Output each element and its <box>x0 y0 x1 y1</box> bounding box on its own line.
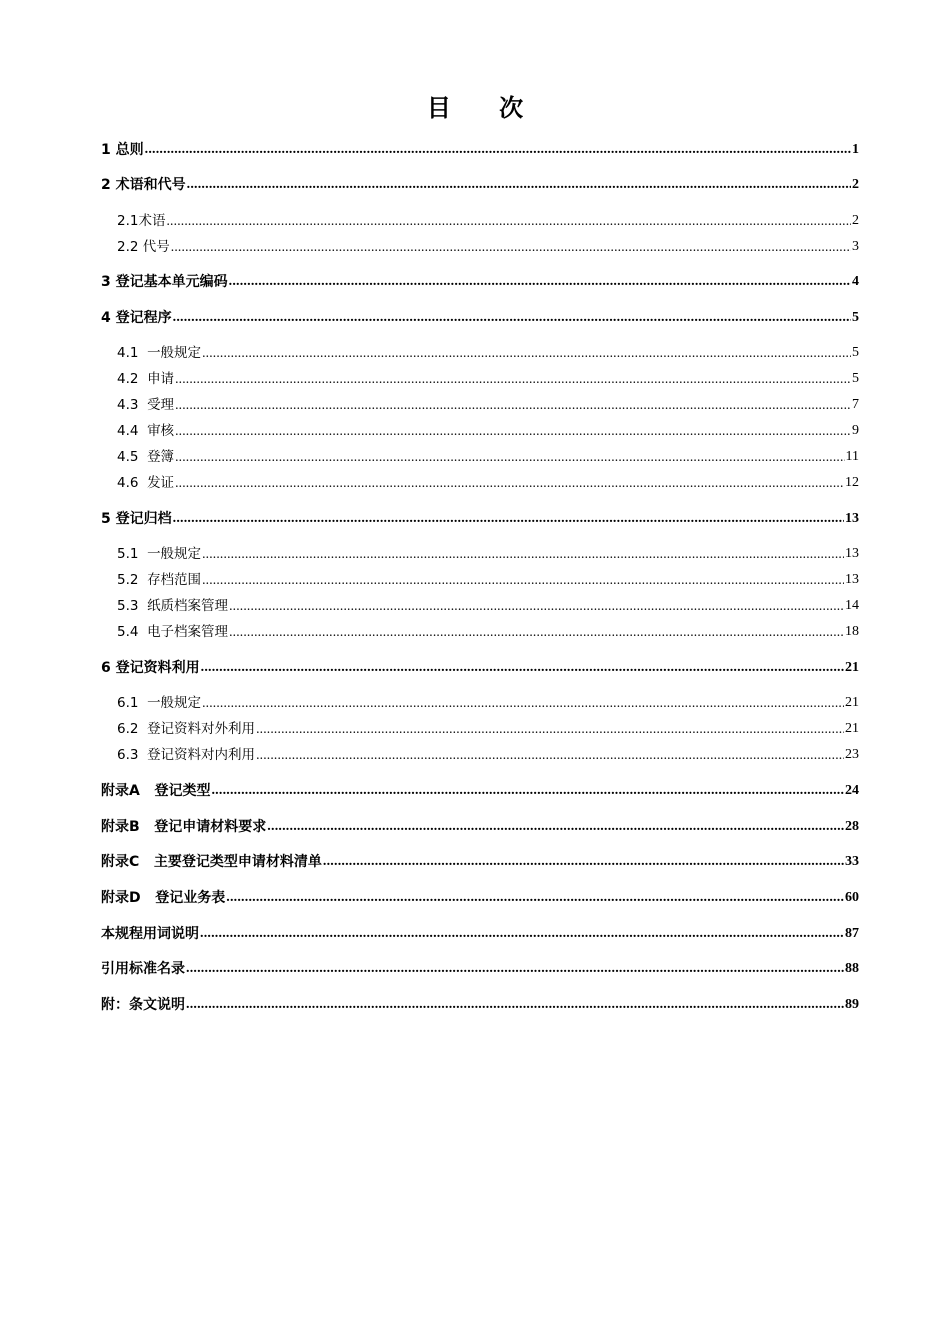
toc-leader-dots <box>202 544 844 564</box>
toc-entry-page-number: 21 <box>845 695 859 710</box>
toc-entry[interactable] <box>117 211 859 231</box>
toc-leader-dots <box>256 719 844 739</box>
toc-entry[interactable] <box>117 570 859 590</box>
toc-leader-dots <box>175 473 844 493</box>
toc-entry-title: 登记资料对外利用 <box>147 721 256 737</box>
toc-entry-number: 6.3 <box>117 747 148 763</box>
toc-leader-dots <box>226 888 844 908</box>
toc-entry-page-number: 87 <box>845 926 859 941</box>
toc-leader-dots <box>187 175 851 195</box>
toc-entry-number: 4.2 <box>117 371 148 387</box>
toc-entry-number: 4.4 <box>117 423 148 439</box>
toc-entry-page-number: 88 <box>845 961 859 976</box>
toc-leader-dots <box>229 596 844 616</box>
toc-entry-number: 1 <box>101 142 116 158</box>
toc-entry-title: 附：条文说明 <box>101 997 185 1013</box>
toc-leader-dots <box>186 995 844 1015</box>
toc-entry-number: 5.3 <box>117 598 148 614</box>
toc-entry-number: 附录C <box>101 854 154 870</box>
toc-entry-title: 受理 <box>147 397 175 413</box>
toc-leader-dots <box>166 211 851 231</box>
toc-leader-dots <box>173 509 844 529</box>
toc-entry-page-number: 4 <box>852 274 859 289</box>
toc-entry[interactable] <box>101 817 859 837</box>
toc-entry-title: 代号 <box>142 239 170 255</box>
toc-entry-page-number: 13 <box>845 511 859 526</box>
toc-entry[interactable] <box>117 473 859 493</box>
toc-entry-page-number: 13 <box>845 546 859 561</box>
toc-entry[interactable] <box>117 544 859 564</box>
page-title: 目 次 <box>426 94 544 122</box>
toc-leader-dots <box>175 421 851 441</box>
toc-entry-number: 4.1 <box>117 345 148 361</box>
toc-entry-title: 本规程用词说明 <box>101 926 199 942</box>
toc-entry-title: 主要登记类型申请材料清单 <box>153 854 322 870</box>
toc-entry[interactable] <box>101 959 859 979</box>
toc-entry-page-number: 33 <box>845 854 859 869</box>
toc-entry-number: 6 <box>101 660 116 676</box>
toc-entry[interactable] <box>101 175 859 195</box>
toc-entry[interactable] <box>117 237 859 257</box>
toc-entry-number: 6.1 <box>117 695 148 711</box>
toc-leader-dots <box>200 924 844 944</box>
toc-entry-page-number: 23 <box>845 747 859 762</box>
toc-entry-page-number: 24 <box>845 783 859 798</box>
toc-entry-page-number: 21 <box>845 660 859 675</box>
toc-entry-page-number: 5 <box>852 345 859 360</box>
toc-entry[interactable] <box>117 343 859 363</box>
toc-leader-dots <box>256 745 844 765</box>
toc-entry-page-number: 5 <box>852 371 859 386</box>
toc-entry-page-number: 3 <box>852 239 859 254</box>
toc-entry-number: 4.3 <box>117 397 148 413</box>
toc-entry[interactable] <box>101 308 859 328</box>
toc-entry-number: 4.5 <box>117 449 148 465</box>
toc-entry-title: 发证 <box>147 475 175 491</box>
toc-leader-dots <box>186 959 844 979</box>
toc-entry-title: 登簿 <box>147 449 175 465</box>
toc-entry[interactable] <box>101 781 859 801</box>
toc-entry[interactable] <box>101 140 859 160</box>
toc-entry-number: 5 <box>101 511 116 527</box>
toc-leader-dots <box>202 570 844 590</box>
toc-entry-title: 登记资料利用 <box>115 660 200 676</box>
toc-entry-number: 4.6 <box>117 475 148 491</box>
toc-entry-title: 登记基本单元编码 <box>115 274 228 290</box>
toc-entry-title: 术语和代号 <box>115 177 186 193</box>
toc-leader-dots <box>229 622 844 642</box>
toc-entry-title: 审核 <box>147 423 175 439</box>
toc-leader-dots <box>211 781 844 801</box>
toc-leader-dots <box>145 140 851 160</box>
toc-entry-title: 引用标准名录 <box>101 961 185 977</box>
toc-entry[interactable] <box>101 272 859 292</box>
toc-entry-page-number: 60 <box>845 890 859 905</box>
toc-entry-title: 登记归档 <box>115 511 172 527</box>
toc-leader-dots <box>267 817 844 837</box>
toc-entry-title: 电子档案管理 <box>147 624 229 640</box>
toc-entry[interactable] <box>101 852 859 872</box>
toc-entry[interactable] <box>117 745 859 765</box>
toc-leader-dots <box>175 369 851 389</box>
toc-entry[interactable] <box>117 395 859 415</box>
toc-entry-page-number: 2 <box>852 177 859 192</box>
toc-entry-page-number: 9 <box>852 423 859 438</box>
toc-entry-page-number: 21 <box>845 721 859 736</box>
toc-entry-number: 5.2 <box>117 572 148 588</box>
toc-entry-title: 存档范围 <box>147 572 202 588</box>
toc-entry-page-number: 7 <box>852 397 859 412</box>
toc-entry-number: 6.2 <box>117 721 148 737</box>
toc-entry[interactable] <box>117 719 859 739</box>
toc-entry-number: 2.2 <box>117 239 143 255</box>
toc-leader-dots <box>323 852 844 872</box>
toc-leader-dots <box>229 272 851 292</box>
toc-entry-page-number: 89 <box>845 997 859 1012</box>
toc-entry-page-number: 18 <box>845 624 859 639</box>
toc-entry-page-number: 13 <box>845 572 859 587</box>
toc-entry-title: 登记程序 <box>115 310 172 326</box>
toc-entry-title: 登记资料对内利用 <box>147 747 256 763</box>
toc-entry[interactable] <box>101 924 859 944</box>
toc-entry-title: 登记申请材料要求 <box>154 819 267 835</box>
toc-entry[interactable] <box>117 693 859 713</box>
toc-entry[interactable] <box>101 995 859 1015</box>
toc-entry-title: 一般规定 <box>147 695 202 711</box>
toc-entry-page-number: 1 <box>852 142 859 157</box>
toc-entry-page-number: 2 <box>852 213 859 228</box>
toc-entry-title: 登记类型 <box>154 783 211 799</box>
toc-leader-dots <box>173 308 851 328</box>
toc-entry-number: 4 <box>101 310 116 326</box>
toc-entry[interactable] <box>101 888 859 908</box>
toc-entry-page-number: 28 <box>845 819 859 834</box>
toc-entry-number: 附录D <box>101 890 156 906</box>
toc-leader-dots <box>171 237 851 257</box>
toc-entry-number: 2.1 <box>117 213 139 229</box>
toc-entry-title: 登记业务表 <box>155 890 226 906</box>
toc-leader-dots <box>175 447 844 467</box>
toc-entry[interactable] <box>101 658 859 678</box>
toc-entry-title: 术语 <box>138 213 166 229</box>
toc-entry-title: 一般规定 <box>147 546 202 562</box>
toc-entry-title: 总则 <box>115 142 144 158</box>
toc-entry-page-number: 14 <box>845 598 859 613</box>
toc-entry-page-number: 12 <box>845 475 859 490</box>
toc-entry[interactable] <box>101 509 859 529</box>
toc-leader-dots <box>202 343 851 363</box>
toc-entry[interactable] <box>117 596 859 616</box>
toc-entry-page-number: 5 <box>852 310 859 325</box>
toc-entry-title: 一般规定 <box>147 345 202 361</box>
toc-entry[interactable] <box>117 421 859 441</box>
toc-leader-dots <box>175 395 851 415</box>
toc-entry[interactable] <box>117 447 859 467</box>
toc-entry[interactable] <box>117 622 859 642</box>
toc-entry-number: 5.4 <box>117 624 148 640</box>
toc-entry-number: 5.1 <box>117 546 148 562</box>
toc-entry-title: 纸质档案管理 <box>147 598 229 614</box>
toc-entry-number: 附录A <box>101 783 155 799</box>
toc-leader-dots <box>202 693 844 713</box>
toc-entry-number: 3 <box>101 274 116 290</box>
toc-entry-number: 2 <box>101 177 116 193</box>
toc-entry-page-number: 11 <box>845 449 859 464</box>
toc-entry-number: 附录B <box>101 819 155 835</box>
toc-leader-dots <box>201 658 844 678</box>
toc-entry-title: 申请 <box>147 371 175 387</box>
toc-entry[interactable] <box>117 369 859 389</box>
